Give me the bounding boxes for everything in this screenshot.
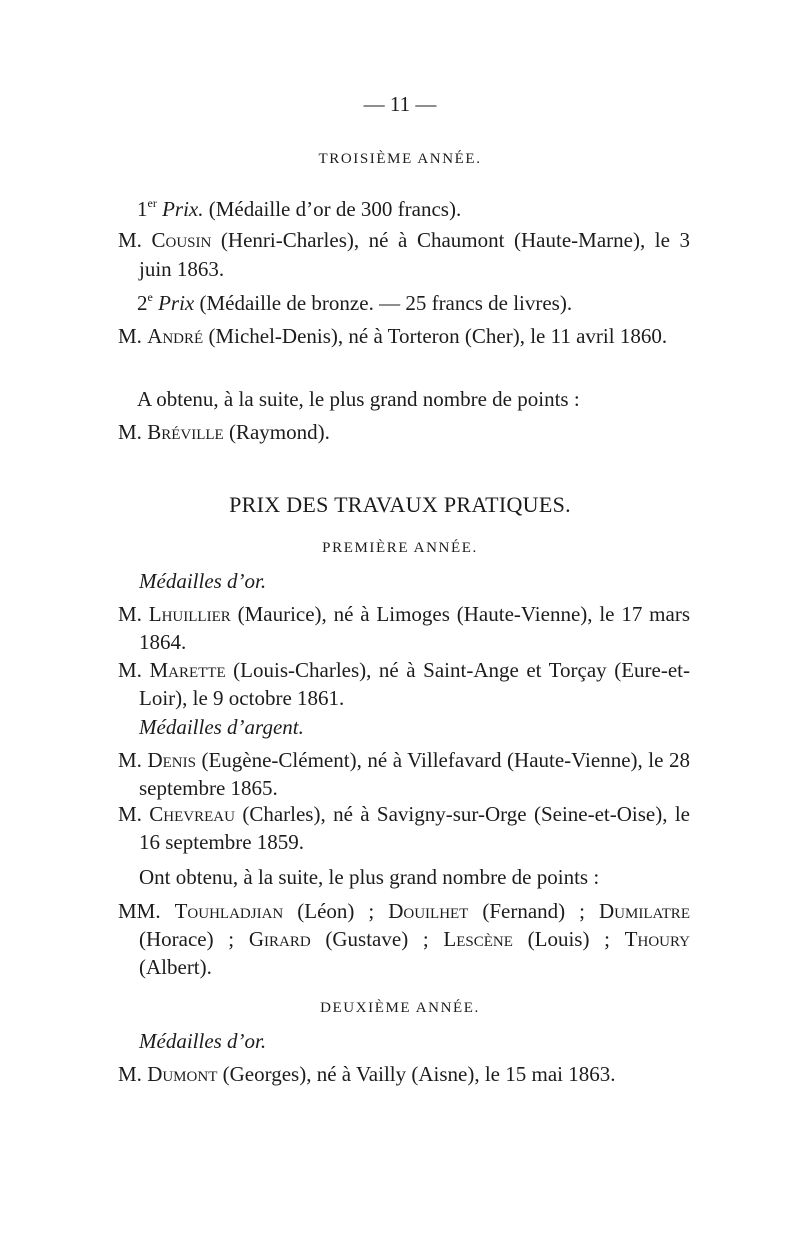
obtained-note-2: Ont obtenu, à la suite, le plus grand nombre de points :: [139, 865, 600, 889]
laureate-chevreau: M. Chevreau (Charles), né à Savigny-sur-Orge (Seine-et-Oise), le 16 septembre 1859.: [118, 802, 690, 854]
subheading-medailles-or-2: Médailles d’or.: [139, 1029, 267, 1053]
laureate-breville: M. Bréville (Raymond).: [118, 420, 330, 444]
page-number: — 11 —: [363, 92, 437, 116]
subheading-medailles-or-1: Médailles d’or.: [139, 569, 267, 593]
laureate-andre: M. André (Michel-Denis), né à Torteron (Cher), le 11 avril 1860.: [118, 324, 668, 348]
section-heading-premiere: PREMIÈRE ANNÉE.: [322, 540, 478, 556]
laureate-cousin: M. Cousin (Henri-Charles), né à Chaumont (Haute-Marne), le 3 juin 1863.: [118, 228, 690, 281]
laureate-dumont: M. Dumont (Georges), né à Vailly (Aisne), le 15 mai 1863.: [118, 1062, 616, 1086]
heading-prix-travaux: PRIX DES TRAVAUX PRATIQUES.: [229, 492, 571, 517]
prize-first: 1er Prix. (Médaille d’or de 300 francs).: [137, 196, 462, 221]
laureate-lhuillier: M. Lhuillier (Maurice), né à Limoges (Haute-Vienne), le 17 mars 1864.: [118, 602, 690, 654]
laureate-denis: M. Denis (Eugène-Clément), né à Villefavard (Haute-Vienne), le 28 septembre 1865.: [118, 748, 690, 800]
obtained-note-1: A obtenu, à la suite, le plus grand nombre de points :: [137, 387, 580, 411]
laureate-list-mm: MM. Touhladjian (Léon) ; Douilhet (Fernand) ; Dumilatre (Horace) ; Girard (Gustave) ; Lescène (Louis) ; Thoury (Albert).: [118, 899, 691, 979]
prize-second: 2e Prix (Médaille de bronze. — 25 francs de livres).: [137, 290, 573, 315]
section-heading-troisieme: TROISIÈME ANNÉE.: [318, 151, 482, 167]
section-heading-deuxieme: DEUXIÈME ANNÉE.: [320, 1000, 480, 1016]
laureate-marette: M. Marette (Louis-Charles), né à Saint-Ange et Torçay (Eure-et-Loir), le 9 octobre 1861.: [118, 658, 690, 710]
subheading-medailles-argent: Médailles d’argent.: [139, 715, 304, 739]
